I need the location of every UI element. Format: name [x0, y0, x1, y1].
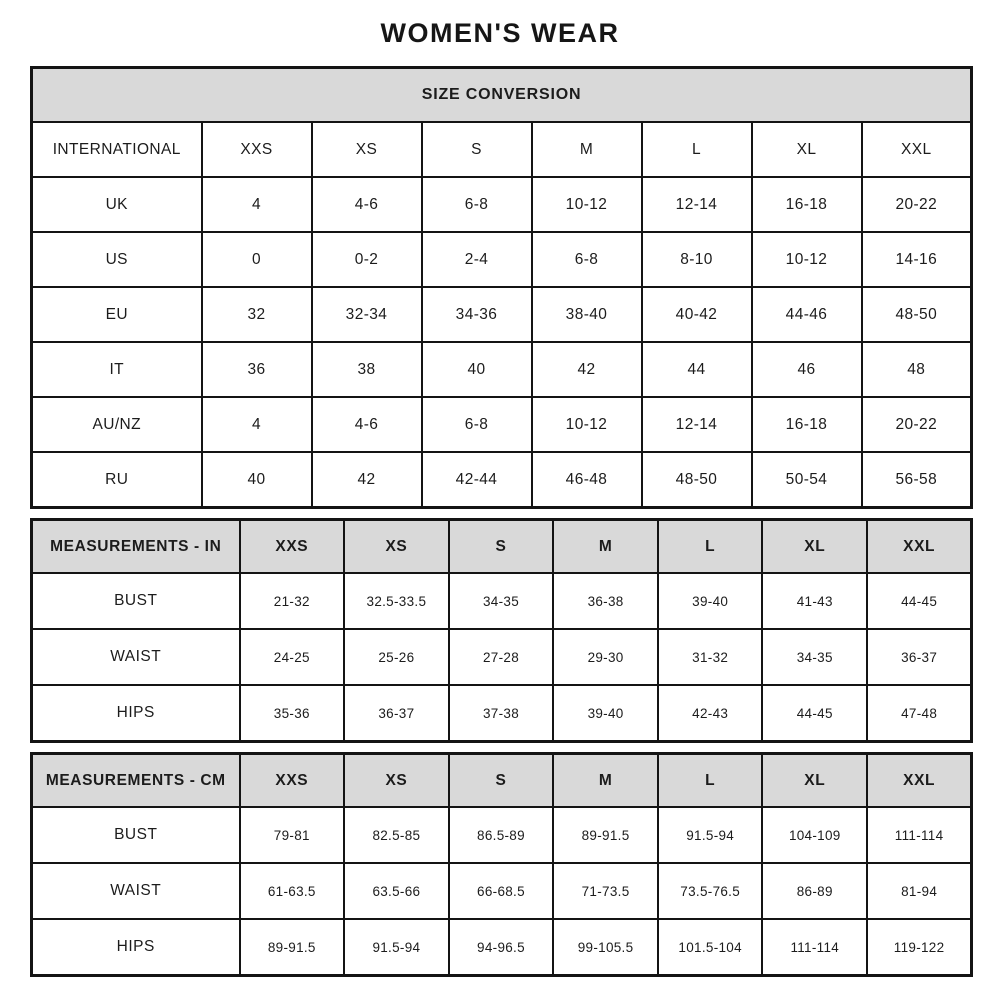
- row-label: US: [32, 232, 202, 287]
- column-header: XXL: [867, 520, 972, 574]
- measurement-cell: 79-81: [240, 807, 345, 863]
- row-label: WAIST: [32, 863, 240, 919]
- column-header: M: [532, 122, 642, 177]
- column-header: L: [658, 754, 763, 808]
- size-cell: 38-40: [532, 287, 642, 342]
- row-label: HIPS: [32, 685, 240, 742]
- column-header-row: [32, 520, 972, 574]
- measurement-cell: 91.5-94: [344, 919, 449, 976]
- size-cell: 20-22: [862, 397, 972, 452]
- size-cell: 4-6: [312, 397, 422, 452]
- measurement-cell: 73.5-76.5: [658, 863, 763, 919]
- column-header: XS: [344, 754, 449, 808]
- column-header: XL: [762, 520, 867, 574]
- page-title: WOMEN'S WEAR: [380, 18, 620, 48]
- size-cell: 34-36: [422, 287, 532, 342]
- measurement-cell: 47-48: [867, 685, 972, 742]
- column-header: L: [642, 122, 752, 177]
- measurement-cell: 119-122: [867, 919, 972, 976]
- measurement-cell: 71-73.5: [553, 863, 658, 919]
- measurement-cell: 91.5-94: [658, 807, 763, 863]
- table-row: [32, 919, 972, 976]
- size-cell: 12-14: [642, 177, 752, 232]
- column-header: S: [449, 754, 554, 808]
- measurement-cell: 25-26: [344, 629, 449, 685]
- table-row: [32, 452, 972, 508]
- column-header: M: [553, 520, 658, 574]
- measurement-cell: 29-30: [553, 629, 658, 685]
- row-label: BUST: [32, 807, 240, 863]
- table-row: [32, 397, 972, 452]
- measurement-cell: 94-96.5: [449, 919, 554, 976]
- table-row: [32, 177, 972, 232]
- table-title: MEASUREMENTS - IN: [32, 520, 240, 574]
- measurement-cell: 104-109: [762, 807, 867, 863]
- size-cell: 14-16: [862, 232, 972, 287]
- measurement-cell: 21-32: [240, 573, 345, 629]
- size-cell: 4-6: [312, 177, 422, 232]
- measurement-cell: 86.5-89: [449, 807, 554, 863]
- measurement-cell: 44-45: [867, 573, 972, 629]
- size-cell: 40: [202, 452, 312, 508]
- column-header: XXS: [202, 122, 312, 177]
- measurement-cell: 99-105.5: [553, 919, 658, 976]
- size-conversion-table: [30, 66, 973, 509]
- size-cell: 6-8: [532, 232, 642, 287]
- measurement-cell: 41-43: [762, 573, 867, 629]
- size-cell: 6-8: [422, 397, 532, 452]
- measurement-cell: 111-114: [762, 919, 867, 976]
- size-cell: 32-34: [312, 287, 422, 342]
- table-title: SIZE CONVERSION: [32, 68, 972, 123]
- size-cell: 10-12: [532, 177, 642, 232]
- column-header: XS: [312, 122, 422, 177]
- column-header: XXL: [867, 754, 972, 808]
- size-cell: 42-44: [422, 452, 532, 508]
- column-header: M: [553, 754, 658, 808]
- table-banner-row: [32, 68, 972, 123]
- column-header: S: [422, 122, 532, 177]
- row-label: RU: [32, 452, 202, 508]
- size-cell: 12-14: [642, 397, 752, 452]
- measurement-cell: 32.5-33.5: [344, 573, 449, 629]
- size-cell: 56-58: [862, 452, 972, 508]
- column-header: XL: [752, 122, 862, 177]
- size-cell: 46-48: [532, 452, 642, 508]
- measurement-cell: 86-89: [762, 863, 867, 919]
- size-cell: 48: [862, 342, 972, 397]
- size-cell: 48-50: [642, 452, 752, 508]
- table-row: [32, 342, 972, 397]
- measurement-cell: 101.5-104: [658, 919, 763, 976]
- row-label: UK: [32, 177, 202, 232]
- measurement-cell: 89-91.5: [240, 919, 345, 976]
- measurement-cell: 34-35: [762, 629, 867, 685]
- row-label: WAIST: [32, 629, 240, 685]
- column-header-row: [32, 122, 972, 177]
- size-cell: 6-8: [422, 177, 532, 232]
- size-cell: 44: [642, 342, 752, 397]
- size-cell: 8-10: [642, 232, 752, 287]
- size-cell: 42: [532, 342, 642, 397]
- size-cell: 50-54: [752, 452, 862, 508]
- size-cell: 0-2: [312, 232, 422, 287]
- table-row: [32, 232, 972, 287]
- measurement-cell: 42-43: [658, 685, 763, 742]
- column-header: S: [449, 520, 554, 574]
- table-row: [32, 685, 972, 742]
- column-header: XS: [344, 520, 449, 574]
- table-row: [32, 573, 972, 629]
- size-cell: 20-22: [862, 177, 972, 232]
- column-header: XXS: [240, 520, 345, 574]
- table-row: [32, 629, 972, 685]
- size-cell: 38: [312, 342, 422, 397]
- size-cell: 0: [202, 232, 312, 287]
- measurement-cell: 81-94: [867, 863, 972, 919]
- measurement-cell: 24-25: [240, 629, 345, 685]
- measurement-cell: 31-32: [658, 629, 763, 685]
- size-cell: 46: [752, 342, 862, 397]
- measurement-cell: 44-45: [762, 685, 867, 742]
- row-label: AU/NZ: [32, 397, 202, 452]
- measurement-cell: 63.5-66: [344, 863, 449, 919]
- table-row: [32, 287, 972, 342]
- size-cell: 42: [312, 452, 422, 508]
- size-cell: 44-46: [752, 287, 862, 342]
- size-cell: 40: [422, 342, 532, 397]
- column-header-row: [32, 754, 972, 808]
- measurement-cell: 111-114: [867, 807, 972, 863]
- column-header: INTERNATIONAL: [32, 122, 202, 177]
- size-cell: 4: [202, 177, 312, 232]
- table-row: [32, 863, 972, 919]
- measurement-cell: 36-37: [867, 629, 972, 685]
- measurement-cell: 66-68.5: [449, 863, 554, 919]
- measurement-cell: 89-91.5: [553, 807, 658, 863]
- column-header: L: [658, 520, 763, 574]
- row-label: HIPS: [32, 919, 240, 976]
- size-cell: 40-42: [642, 287, 752, 342]
- table-row: [32, 807, 972, 863]
- measurement-cell: 36-38: [553, 573, 658, 629]
- size-cell: 2-4: [422, 232, 532, 287]
- measurement-cell: 27-28: [449, 629, 554, 685]
- measurement-cell: 36-37: [344, 685, 449, 742]
- measurements-cm-table: [30, 752, 973, 977]
- measurement-cell: 39-40: [658, 573, 763, 629]
- size-cell: 4: [202, 397, 312, 452]
- size-cell: 36: [202, 342, 312, 397]
- size-cell: 16-18: [752, 177, 862, 232]
- table-title: MEASUREMENTS - CM: [32, 754, 240, 808]
- measurement-cell: 82.5-85: [344, 807, 449, 863]
- measurement-cell: 61-63.5: [240, 863, 345, 919]
- size-cell: 10-12: [532, 397, 642, 452]
- size-cell: 32: [202, 287, 312, 342]
- row-label: BUST: [32, 573, 240, 629]
- measurement-cell: 39-40: [553, 685, 658, 742]
- measurement-cell: 35-36: [240, 685, 345, 742]
- row-label: EU: [32, 287, 202, 342]
- size-cell: 16-18: [752, 397, 862, 452]
- row-label: IT: [32, 342, 202, 397]
- measurements-in-table: [30, 518, 973, 743]
- column-header: XXL: [862, 122, 972, 177]
- column-header: XXS: [240, 754, 345, 808]
- column-header: XL: [762, 754, 867, 808]
- size-cell: 48-50: [862, 287, 972, 342]
- size-cell: 10-12: [752, 232, 862, 287]
- measurement-cell: 34-35: [449, 573, 554, 629]
- measurement-cell: 37-38: [449, 685, 554, 742]
